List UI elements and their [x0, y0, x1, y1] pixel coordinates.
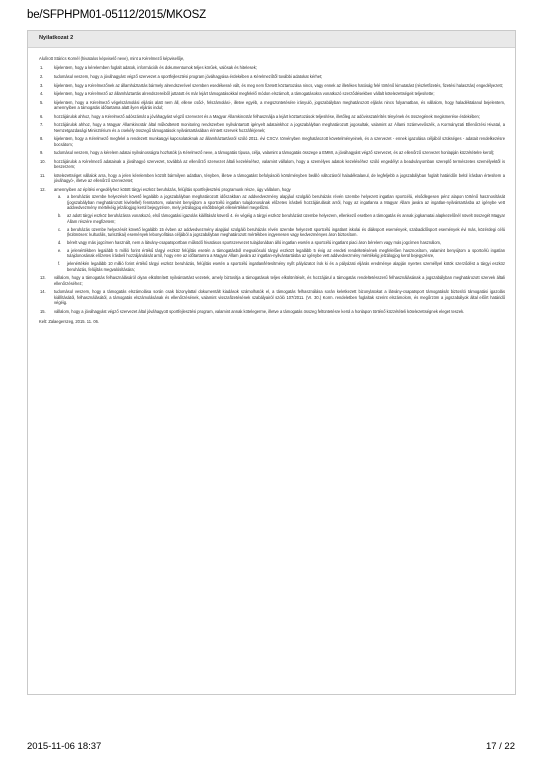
item-number: 15. [40, 308, 46, 314]
item-number: 12. [40, 186, 46, 192]
item-number: 6. [40, 113, 44, 119]
declaration-item [39, 136, 505, 147]
section-title: Nyilatkozat 2 [39, 35, 74, 41]
item-text: kijelentem, hogy a Kérelmezőnek az államháztartás bármely alrendszerével szemben esedékessé vált, és meg nem fizetett köztartozása nincs, vagy ennek az illetékes hatóság felé történő kimutatást (részletfizetés, fizetési halasztás) engedélyezett; [54, 82, 503, 88]
sub-item [54, 227, 505, 238]
declaration-list [39, 65, 505, 314]
item-text: amennyiben az építési engedélyhez kötött tárgyi eszköz beruházás, felújítás sportfejlesztési programunk része, úgy vállalom, hogy [54, 186, 291, 192]
item-text: kijelentem, hogy a kérelemben foglalt adatok, információk és dokumentumok teljes körűek, valósak és hitelesek; [54, 65, 257, 71]
sub-item-text: a beruházás üzembe helyezését követő legalább 15 évben az addvedvezmény alapjául szolgáló beruházás révén üzembe helyezett sportcélú ingatlant iskolai és diáksport események, szabadidősport események évi más, közérdegi célú (különösen: kulturális, turisztikai) események lebonyolítása céljából a jogszabályban meghatározott mértékben ingyenesen vagy kedvezményes áron biztosítom. [67, 226, 505, 237]
sub-item-text: a beruházás üzembe helyezését követő legalább a jogszabályban meghatározott időszakban az addvedvezmény alapjául szolgáló beruházás révén üzembe helyezett ingatlan sportcélú, elsődlegesen pénz alapon történő hasznosítását (jogszabályban meghatározott kivétellel) fenntartom, valamint benyújtom a sportcélú ingatlan tulajdonosának előzetes írásbeli hozzájárulását arról, hogy az ingatlanra a Magyar Állam javára az ingatlan-nyilvántartásba az igénybe vett addvedvezmény mértékéig jelzálogjog kerül bejegyzésre, mely jelzálogjoq elsőbbségét ellenértékkel megelőzni. [67, 194, 505, 211]
declaration-item [39, 150, 505, 155]
item-text: hozzájárulok a Kérelmező adatainak a jóváhagyó szervezet, továbbá az ellenőrző szervezet általi kezeléséhez, valamint vállalom, hogy a személyes adatok kezeléséhez szóló engedélyt a beadványomban szereplő természetes személyektől is beszerzem; [54, 158, 505, 170]
declaration-item [39, 309, 505, 314]
footer-timestamp: 2015-11-06 18:37 [27, 741, 102, 752]
declaration-item [39, 83, 505, 88]
declaration-content [39, 56, 505, 329]
sub-item-text: az adott tárgyi eszköz beruházásra vonatkozó, első támogatási igazolás kiállítását követő 4. év végéig a tárgyi eszköz beruházást üzembe helyezem, ellenkező esetben a támogatás és annak jogkamatai alapkezelőnél növelt összegét Magyar Állam részére megfizetem; [67, 213, 505, 224]
sub-item [54, 240, 505, 245]
item-text: tudomásul veszem, hogy a jóváhagyást végző szervezet a sportfejlesztési program jóváhagyása érdekében a Kérelmezőtől további adatokat kérhet; [54, 74, 323, 79]
declaration-item [39, 122, 505, 133]
sub-item-text: jelenértékén legalább 10 millió forint értékű tárgyi eszköz beruházás, felújítás esetén a sportcélú ingatlan/létesítmény nyílt pályázatot írok ki és a pályázati eljárás eredménye alapján nyertes személlyel kötök szerződést a tárgyi eszköz beruházás, felújítás megvalósítására; [67, 261, 505, 272]
item-number: 2. [40, 74, 44, 79]
declaration-item [39, 91, 505, 96]
item-text: kijelentem, hogy a Kérelmező az államháztartás alrendszereiből juttatott és már lejárt támogatásokkal megfelelő módon elszámolt, a támogatásokra vonatkozó szerződésekben vállalt kötelezettségeit teljesítette; [54, 91, 435, 97]
sub-item-letter: a. [58, 194, 62, 200]
sub-item [54, 261, 505, 272]
item-number: 4. [40, 91, 44, 97]
item-number: 1. [40, 65, 44, 71]
item-number: 5. [40, 99, 44, 105]
sub-item-letter: d. [58, 240, 62, 245]
item-text: vállalom, hogy a támogatás felhasználásáról olyan elkülönített nyilvántartást vezetek, amely biztosítja a támogatások teljes elkülönítését, és hozzájárul a támogatás rendeltetésszerű felhasználásának a jogszabályban meghatározott szervek általi ellenőrzéséhez; [54, 275, 505, 286]
declaration-item [39, 114, 505, 119]
item-number: 13. [40, 275, 46, 281]
item-number: 7. [40, 122, 44, 128]
sub-item-letter: b. [58, 213, 62, 219]
footer-page-number: 17 / 22 [485, 741, 515, 752]
item-number: 11. [40, 172, 46, 178]
item-text: kötelezettséget vállalok arra, hogy a jelen kérelemben közölt bármilyen adatban, tényben, illetve a támogatást befolyásoló körülményben beálló változásról haladéktalanul, de legfeljebb a jogszabályban foglalt határidőn belül írásban értesítem a jóváhagyó-, illetve az ellenőrző szervezetet; [54, 172, 505, 184]
document-id: be/SFPHPM01-05112/2015/MKOSZ [27, 9, 206, 21]
item-text: hozzájárulok ahhoz, hogy a Kérelmező adószámát a jóváhagyást végző szervezet és a Magyar Államkincstár felhasználja a lejárt köztartozások teljesítése, illetőleg az adóvisszatérítés tényének és összegének megismerése érdekében; [54, 113, 480, 119]
declaration-item [39, 159, 505, 170]
sub-item [54, 194, 505, 210]
sub-item-letter: c. [58, 226, 62, 232]
declaration-item [39, 100, 505, 111]
item-number: 8. [40, 136, 44, 142]
intro-text: Alulírott Stárics Kornél (hivatalos képviselő neve), mint a Kérelmező képviselője, [39, 56, 185, 61]
sub-item-letter: f. [58, 261, 61, 267]
declaration-item [39, 65, 505, 70]
sub-item-list [54, 194, 505, 272]
item-number: 14. [40, 289, 46, 295]
declaration-item [39, 187, 505, 272]
declaration-item [39, 173, 505, 184]
sub-item [54, 213, 505, 224]
item-number: 10. [40, 158, 46, 164]
sub-item-text: bérelt vagy más jogcímen használt, nem a látvány-csapatsportban működő hivatásos sportszervezet tulajdonában álló ingatlan esetén a sportcélú ingatlant piaci áron bérelem vagy más jogcímen használom, [67, 240, 442, 245]
declaration-item [39, 74, 505, 79]
declaration-item [39, 289, 505, 305]
item-text: hozzájárulok ahhoz, hogy a Magyar Államkincstár által működtetett monitoring rendszerben nyilvántartott igényelt adatainkhoz a jogszabályban meghatározott jogosultak, valamint az Állami Számvevőszék, a Kormányzati Ellenőrzési Hivatal, a Nemzetgazdasági Minisztérium és a csekély összegű támogatások nyilvántartásában érintett szervek hozzáférjenek; [54, 122, 505, 133]
place-date: Kelt: Zalaegerszeg, 2015. 11. 06. [39, 319, 100, 325]
sub-item-letter: e. [58, 248, 62, 253]
item-number: 9. [40, 150, 44, 156]
item-text: vállalom, hogy a jóváhagyást végző szervezet által jóváhagyott sportfejlesztési program, valamint annak kötelegerme, illetve a támogatás összeg feltüntetésre kerül a honlapon történő közzétételi kötelezettségnek eleget teszek. [54, 308, 465, 314]
item-number: 3. [40, 82, 44, 88]
item-text: kijelentem, hogy a Kérelmező végelszámolási eljárás alatt nem áll, ellene csőd-, felszámolási-, illetve egyéb, a megszüntetésére irányuló, jogszabályban meghatározott eljárás nincs folyamatban, és vállalom, hogy haladéktalanul bejelentem, amennyiben a támogatás időtartama alatt ilyen eljárás indul; [54, 99, 505, 111]
item-text: tudomásul veszem, hogy a támogatás elszámolása során csak bizonylattal dokumentált kiadások számolhatók el, a támogatás felhasználása során keletkezett bizonylatokat a látvány-csapatsport támogatását biztosító támogatási igazolás kiállításától, felhasználásától, a támogatás elszámolásának és ellenőrzésének, valamint visszafizetésének szabályairól szóló 107/2011. (VI. 30.) Korm. rendeletben foglaltak szerint elszámolom, és megőrzöm a jogszabályok által előírt határidő végéig. [54, 289, 505, 306]
item-text: tudomásul veszem, hogy a kérelem adatai nyilvánosságra hozhatók (a Kérelmező neve, a támogatás típusa, célja, valamint a támogatás összege a EMMI, a jóváhagyást végző szervezet, és az ellenőrző szervezet honlapján közzétételre kerül); [54, 150, 495, 156]
declaration-panel [27, 30, 516, 695]
sub-item-text: a jelenértékben legalább 5 millió forint értékű tárgyi eszköz felújítás esetén a támogatásból megvalósuló tárgyi eszközt legalább 5 évig az eredeti rendeltetésének megfelelően hasznosítom, valamint benyújtom a sportcélú ingatlan tulajdonosának előzetes írásbeli hozzájárulását arról, hogy erre az időtartamra a Magyar Állam javára az ingatlan-nyilvántartásba az igénybe vett addvedvezmény mértékéig jelzálogjog kerül bejegyzésre, [67, 248, 505, 259]
section-title-bar [28, 31, 515, 48]
item-text: kijelentem, hogy a Kérelmező megfelel a rendezett munkaügyi kapcsolatoknak az államháztartásról szóló 2011. évi CXCV. törvényben meghatározott követelményeinek, és a szervezet - ennek igazolása céljából szükséges - adatait rendelkezésre bocsátom; [54, 136, 505, 147]
declaration-item [39, 275, 505, 286]
sub-item [54, 248, 505, 259]
